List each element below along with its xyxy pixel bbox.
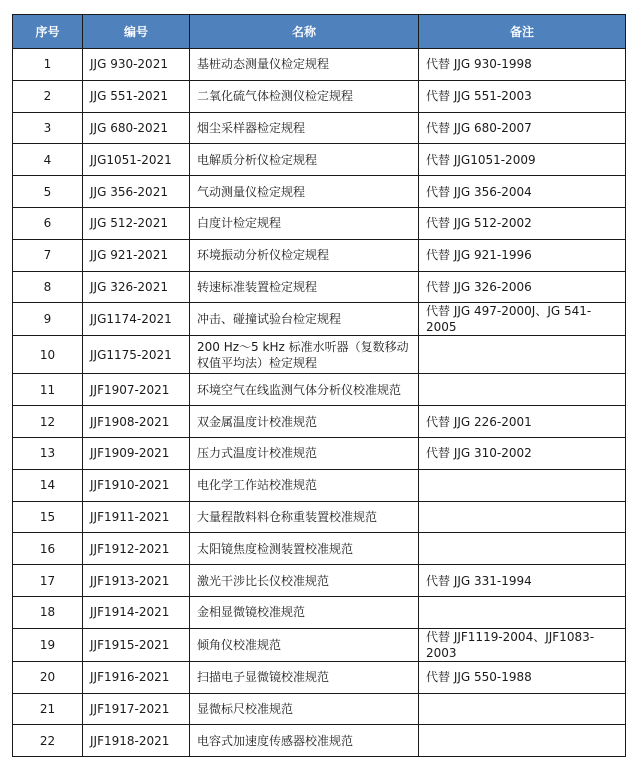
cell-name: 环境空气在线监测气体分析仪校准规范 [190, 374, 419, 406]
header-row [13, 15, 626, 49]
cell-index: 16 [13, 533, 83, 565]
cell-code: JJG1175-2021 [83, 336, 190, 374]
table-row [13, 49, 626, 81]
table-row [13, 693, 626, 725]
cell-note: 代替 JJG1051-2009 [419, 144, 626, 176]
cell-name: 压力式温度计校准规范 [190, 437, 419, 469]
table-row [13, 176, 626, 208]
cell-index: 22 [13, 725, 83, 757]
cell-index: 15 [13, 501, 83, 533]
table-row [13, 628, 626, 661]
cell-index: 21 [13, 693, 83, 725]
cell-index: 5 [13, 176, 83, 208]
cell-code: JJF1909-2021 [83, 437, 190, 469]
table-row [13, 565, 626, 597]
table-body [13, 49, 626, 757]
cell-name: 基桩动态测量仪检定规程 [190, 49, 419, 81]
cell-code: JJG1174-2021 [83, 303, 190, 336]
cell-index: 9 [13, 303, 83, 336]
cell-name: 200 Hz～5 kHz 标准水听器（复数移动权值平均法）检定规程 [190, 336, 419, 374]
cell-name: 白度计检定规程 [190, 207, 419, 239]
cell-index: 1 [13, 49, 83, 81]
cell-note: 代替 JJG 356-2004 [419, 176, 626, 208]
cell-name: 大量程散料料仓称重装置校准规范 [190, 501, 419, 533]
cell-index: 6 [13, 207, 83, 239]
table-row [13, 661, 626, 693]
table-row [13, 144, 626, 176]
table-row [13, 406, 626, 438]
cell-name: 电容式加速度传感器校准规范 [190, 725, 419, 757]
cell-index: 13 [13, 437, 83, 469]
cell-name: 电解质分析仪检定规程 [190, 144, 419, 176]
cell-note: 代替 JJG 930-1998 [419, 49, 626, 81]
table-row [13, 80, 626, 112]
table-row [13, 112, 626, 144]
cell-code: JJG 356-2021 [83, 176, 190, 208]
cell-note: 代替 JJF1119-2004、JJF1083-2003 [419, 628, 626, 661]
table-row [13, 271, 626, 303]
standards-table [12, 14, 626, 757]
cell-name: 显微标尺校准规范 [190, 693, 419, 725]
cell-code: JJG 680-2021 [83, 112, 190, 144]
header-code: 编号 [83, 15, 190, 49]
cell-name: 激光干涉比长仪校准规范 [190, 565, 419, 597]
cell-code: JJG 512-2021 [83, 207, 190, 239]
cell-index: 3 [13, 112, 83, 144]
cell-name: 倾角仪校准规范 [190, 628, 419, 661]
cell-code: JJG1051-2021 [83, 144, 190, 176]
table-row [13, 303, 626, 336]
cell-note [419, 501, 626, 533]
cell-name: 双金属温度计校准规范 [190, 406, 419, 438]
cell-note [419, 725, 626, 757]
cell-name: 环境振动分析仪检定规程 [190, 239, 419, 271]
cell-note: 代替 JJG 551-2003 [419, 80, 626, 112]
cell-note [419, 374, 626, 406]
table-row [13, 374, 626, 406]
cell-index: 12 [13, 406, 83, 438]
cell-name: 冲击、碰撞试验台检定规程 [190, 303, 419, 336]
cell-code: JJF1911-2021 [83, 501, 190, 533]
cell-note [419, 693, 626, 725]
cell-code: JJF1917-2021 [83, 693, 190, 725]
cell-note: 代替 JJG 921-1996 [419, 239, 626, 271]
cell-code: JJF1910-2021 [83, 469, 190, 501]
table-row [13, 239, 626, 271]
cell-note [419, 596, 626, 628]
cell-name: 气动测量仪检定规程 [190, 176, 419, 208]
cell-note: 代替 JJG 326-2006 [419, 271, 626, 303]
table-row [13, 207, 626, 239]
cell-note: 代替 JJG 550-1988 [419, 661, 626, 693]
cell-name: 扫描电子显微镜校准规范 [190, 661, 419, 693]
cell-note [419, 336, 626, 374]
cell-index: 19 [13, 628, 83, 661]
cell-code: JJG 326-2021 [83, 271, 190, 303]
cell-code: JJF1918-2021 [83, 725, 190, 757]
cell-note [419, 469, 626, 501]
cell-note [419, 533, 626, 565]
cell-index: 2 [13, 80, 83, 112]
cell-code: JJF1908-2021 [83, 406, 190, 438]
cell-name: 电化学工作站校准规范 [190, 469, 419, 501]
cell-name: 二氧化硫气体检测仪检定规程 [190, 80, 419, 112]
table-row [13, 533, 626, 565]
cell-code: JJG 921-2021 [83, 239, 190, 271]
table-row [13, 437, 626, 469]
cell-code: JJG 930-2021 [83, 49, 190, 81]
cell-note: 代替 JJG 512-2002 [419, 207, 626, 239]
cell-index: 8 [13, 271, 83, 303]
cell-code: JJF1907-2021 [83, 374, 190, 406]
cell-code: JJF1916-2021 [83, 661, 190, 693]
cell-index: 17 [13, 565, 83, 597]
header-note: 备注 [419, 15, 626, 49]
table-row [13, 596, 626, 628]
cell-name: 金相显微镜校准规范 [190, 596, 419, 628]
cell-code: JJF1915-2021 [83, 628, 190, 661]
cell-code: JJF1913-2021 [83, 565, 190, 597]
cell-index: 18 [13, 596, 83, 628]
cell-name: 转速标准装置检定规程 [190, 271, 419, 303]
cell-index: 10 [13, 336, 83, 374]
cell-note: 代替 JJG 226-2001 [419, 406, 626, 438]
cell-index: 20 [13, 661, 83, 693]
cell-note: 代替 JJG 331-1994 [419, 565, 626, 597]
cell-code: JJG 551-2021 [83, 80, 190, 112]
cell-index: 11 [13, 374, 83, 406]
cell-index: 4 [13, 144, 83, 176]
cell-name: 烟尘采样器检定规程 [190, 112, 419, 144]
header-name: 名称 [190, 15, 419, 49]
table-row [13, 501, 626, 533]
cell-index: 14 [13, 469, 83, 501]
cell-code: JJF1914-2021 [83, 596, 190, 628]
cell-note: 代替 JJG 310-2002 [419, 437, 626, 469]
header-index: 序号 [13, 15, 83, 49]
cell-index: 7 [13, 239, 83, 271]
table-row [13, 469, 626, 501]
cell-code: JJF1912-2021 [83, 533, 190, 565]
cell-name: 太阳镜焦度检测装置校准规范 [190, 533, 419, 565]
cell-note: 代替 JJG 680-2007 [419, 112, 626, 144]
cell-note: 代替 JJG 497-2000J、JG 541-2005 [419, 303, 626, 336]
table-row [13, 725, 626, 757]
table-row [13, 336, 626, 374]
